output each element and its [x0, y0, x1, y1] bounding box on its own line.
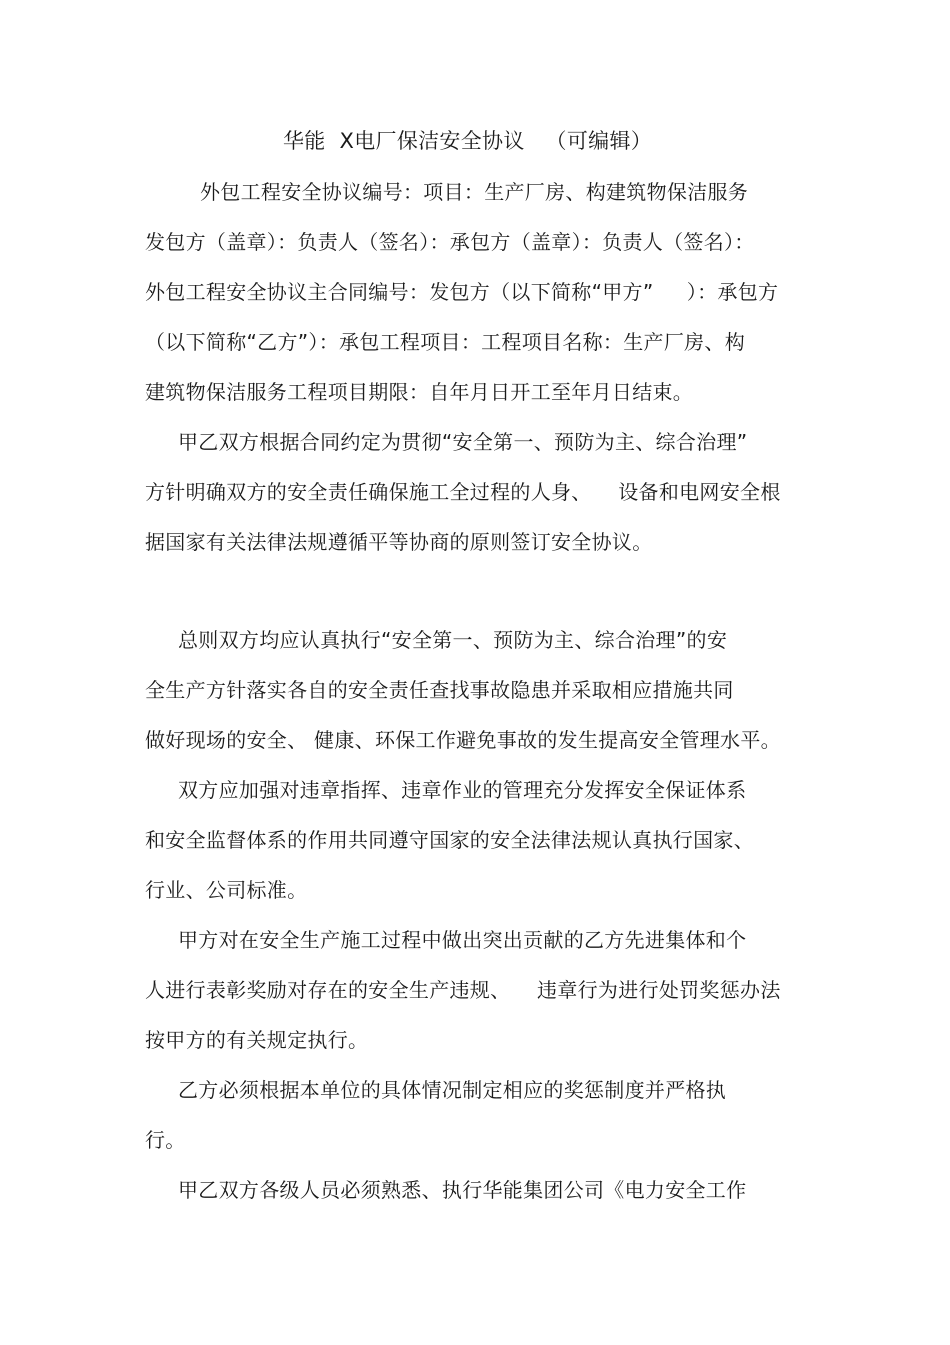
general-line-1: 总则双方均应认真执行“安全第一、预防为主、综合治理”的安 — [178, 628, 728, 652]
header-line-5: 建筑物保洁服务工程项目期限：自年月日开工至年月日结束。 — [145, 380, 694, 404]
preamble-line-3: 据国家有关法律法规遵循平等协商的原则签订安全协议。 — [145, 530, 653, 554]
violation-line-1: 双方应加强对违章指挥、违章作业的管理充分发挥安全保证体系 — [178, 778, 747, 802]
general-line-3: 做好现场的安全、 健康、环保工作避免事故的发生提高安全管理水平。 — [145, 728, 781, 752]
violation-line-2: 和安全监督体系的作用共同遵守国家的安全法律法规认真执行国家、 — [145, 828, 754, 852]
reward-line-1: 甲方对在安全生产施工过程中做出突出贡献的乙方先进集体和个 — [178, 928, 747, 952]
partyb-line-1: 乙方必须根据本单位的具体情况制定相应的奖惩制度并严格执 — [178, 1078, 727, 1102]
header-line-4: （以下简称“乙方”）：承包工程项目：工程项目名称：生产厂房、构 — [145, 330, 746, 354]
header-line-2: 发包方（盖章）：负责人（签名）：承包方（盖章）：负责人（签名）： — [145, 230, 755, 254]
final-line-1: 甲乙双方各级人员必须熟悉、执行华能集团公司《电力安全工作 — [178, 1178, 747, 1202]
header-line-1: 外包工程安全协议编号：项目：生产厂房、构建筑物保洁服务 — [200, 180, 749, 204]
preamble-line-1: 甲乙双方根据合同约定为贯彻“安全第一、预防为主、综合治理” — [178, 430, 748, 454]
general-line-2: 全生产方针落实各自的安全责任查找事故隐患并采取相应措施共同 — [145, 678, 734, 702]
preamble-line-2: 方针明确双方的安全责任确保施工全过程的人身、 设备和电网安全根 — [145, 480, 781, 504]
partyb-line-2: 行。 — [145, 1128, 186, 1152]
reward-line-2: 人进行表彰奖励对存在的安全生产违规、 违章行为进行处罚奖惩办法 — [145, 978, 781, 1002]
header-line-3: 外包工程安全协议主合同编号：发包方（以下简称“甲方” ）：承包方 — [145, 280, 779, 304]
document-title: 华能 X电厂保洁安全协议 （可编辑） — [283, 129, 653, 153]
reward-line-3: 按甲方的有关规定执行。 — [145, 1028, 369, 1052]
violation-line-3: 行业、公司标准。 — [145, 878, 308, 902]
